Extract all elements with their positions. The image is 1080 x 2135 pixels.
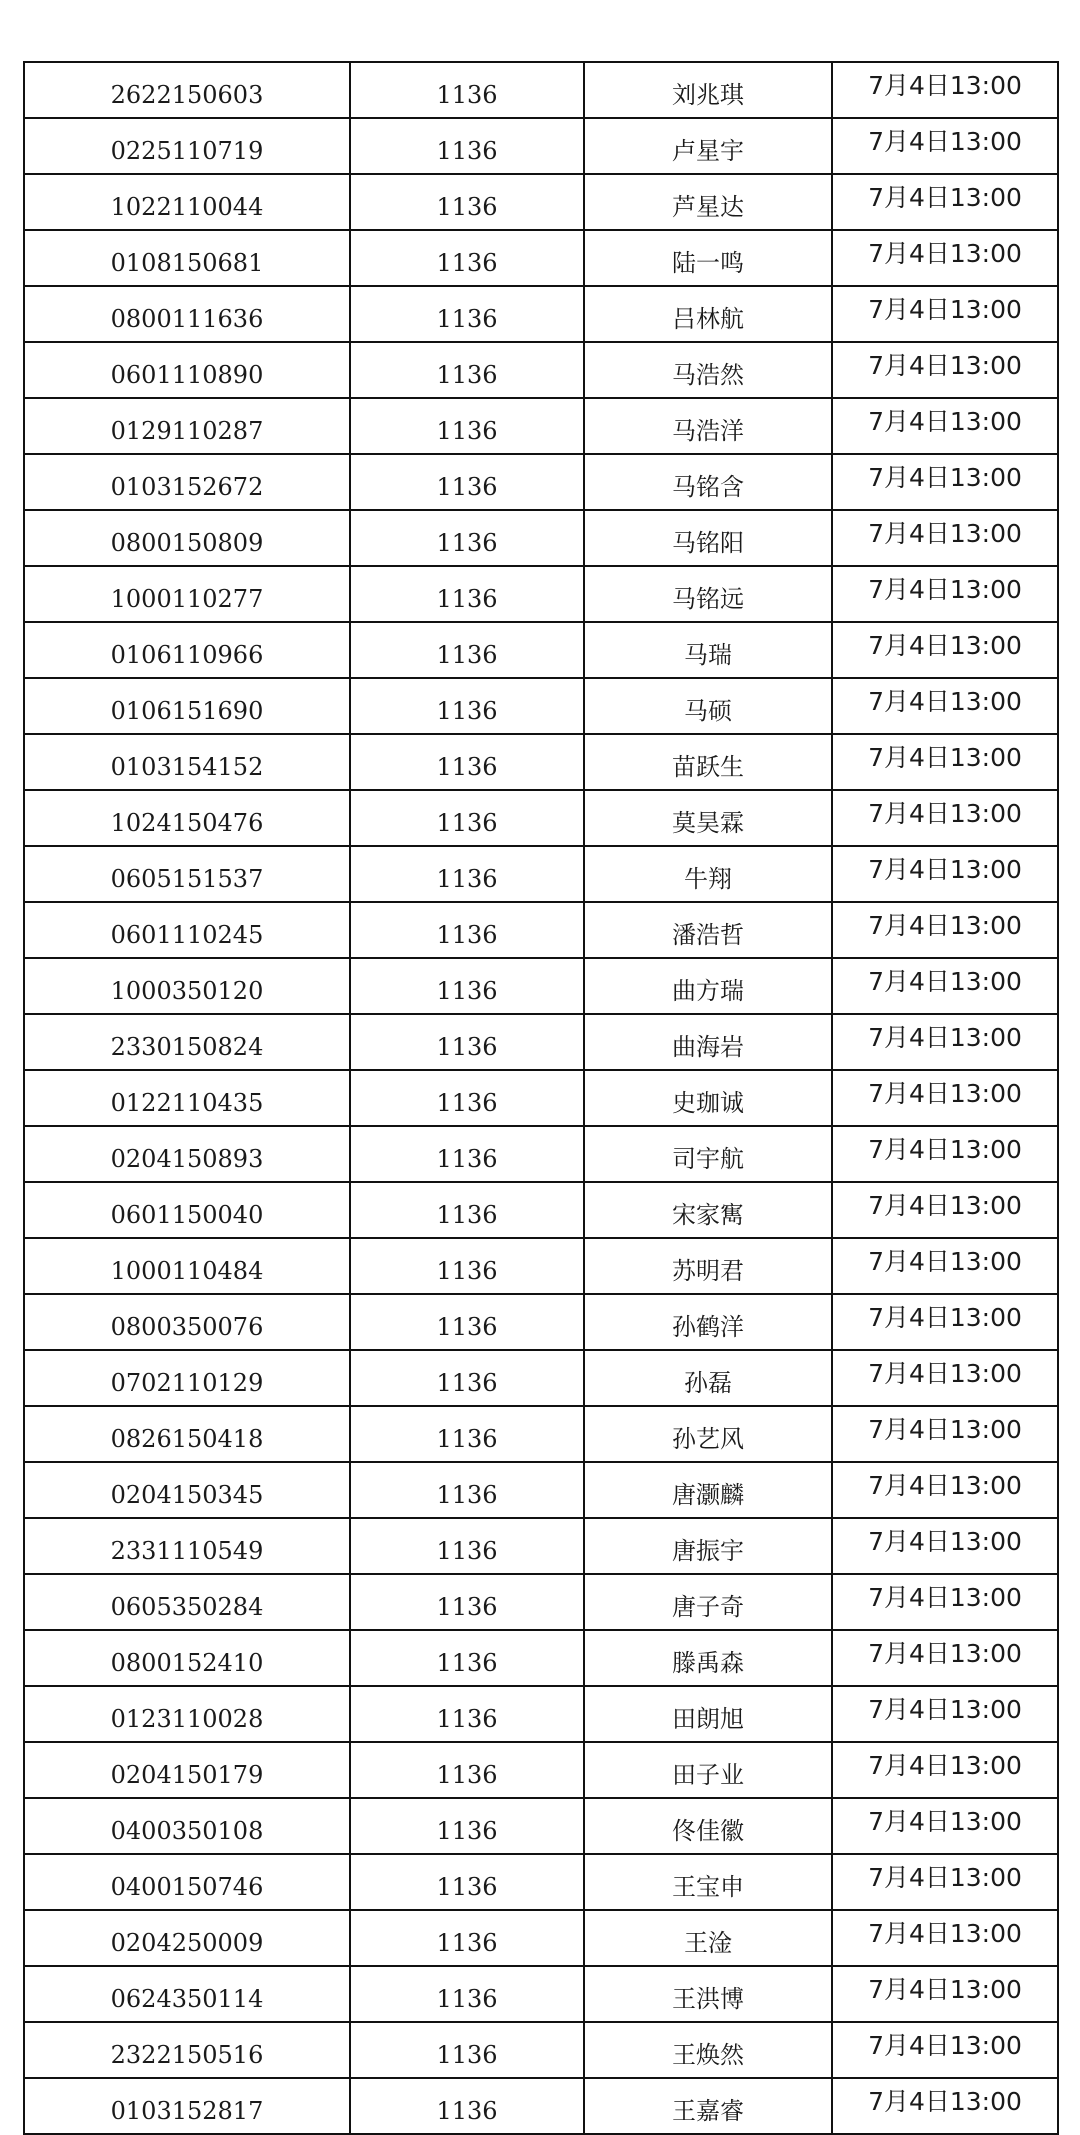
code-cell: 1136 [350,230,584,286]
student-name-cell: 王宝申 [584,1854,832,1910]
student-id-cell: 0826150418 [24,1406,350,1462]
student-name-cell: 孙磊 [584,1350,832,1406]
table-row [24,1406,1058,1462]
exam-time-cell: 7月4日13:00 [832,454,1058,510]
student-name-cell: 潘浩哲 [584,902,832,958]
table-row [24,1126,1058,1182]
code-cell: 1136 [350,1574,584,1630]
table-row [24,902,1058,958]
code-cell: 1136 [350,958,584,1014]
student-id-cell: 0601150040 [24,1182,350,1238]
code-cell: 1136 [350,1854,584,1910]
student-name-cell: 马铭含 [584,454,832,510]
table-row [24,1686,1058,1742]
code-cell: 1136 [350,790,584,846]
exam-time-cell: 7月4日13:00 [832,1070,1058,1126]
table-row [24,622,1058,678]
student-id-cell: 1024150476 [24,790,350,846]
exam-time-cell: 7月4日13:00 [832,62,1058,118]
student-id-cell: 0103152672 [24,454,350,510]
student-name-cell: 马铭远 [584,566,832,622]
table-row [24,566,1058,622]
table-row [24,1182,1058,1238]
code-cell: 1136 [350,1238,584,1294]
table-row [24,1966,1058,2022]
student-name-cell: 滕禹森 [584,1630,832,1686]
student-name-cell: 刘兆琪 [584,62,832,118]
student-name-cell: 卢星宇 [584,118,832,174]
exam-time-cell: 7月4日13:00 [832,1294,1058,1350]
exam-time-cell: 7月4日13:00 [832,1798,1058,1854]
student-id-cell: 1000350120 [24,958,350,1014]
student-name-cell: 田子业 [584,1742,832,1798]
student-id-cell: 0605151537 [24,846,350,902]
student-id-cell: 2322150516 [24,2022,350,2078]
student-id-cell: 2331110549 [24,1518,350,1574]
student-id-cell: 0108150681 [24,230,350,286]
exam-time-cell: 7月4日13:00 [832,2078,1058,2134]
exam-time-cell: 7月4日13:00 [832,286,1058,342]
code-cell: 1136 [350,734,584,790]
student-name-cell: 吕林航 [584,286,832,342]
student-name-cell: 曲海岩 [584,1014,832,1070]
student-name-cell: 芦星达 [584,174,832,230]
student-id-cell: 0225110719 [24,118,350,174]
student-name-cell: 苗跃生 [584,734,832,790]
student-id-cell: 0601110890 [24,342,350,398]
student-id-cell: 1000110277 [24,566,350,622]
exam-time-cell: 7月4日13:00 [832,1518,1058,1574]
student-id-cell: 0103154152 [24,734,350,790]
student-name-cell: 王洪博 [584,1966,832,2022]
table-row [24,958,1058,1014]
student-name-cell: 曲方瑞 [584,958,832,1014]
code-cell: 1136 [350,2078,584,2134]
student-name-cell: 马浩洋 [584,398,832,454]
exam-time-cell: 7月4日13:00 [832,1630,1058,1686]
code-cell: 1136 [350,62,584,118]
code-cell: 1136 [350,846,584,902]
table-row [24,1742,1058,1798]
exam-time-cell: 7月4日13:00 [832,1350,1058,1406]
exam-time-cell: 7月4日13:00 [832,510,1058,566]
exam-time-cell: 7月4日13:00 [832,2022,1058,2078]
student-id-cell: 0702110129 [24,1350,350,1406]
exam-time-cell: 7月4日13:00 [832,1238,1058,1294]
table-row [24,1854,1058,1910]
student-name-cell: 陆一鸣 [584,230,832,286]
roster-table-body [24,62,1058,2134]
table-row [24,790,1058,846]
code-cell: 1136 [350,174,584,230]
code-cell: 1136 [350,902,584,958]
exam-time-cell: 7月4日13:00 [832,342,1058,398]
code-cell: 1136 [350,510,584,566]
code-cell: 1136 [350,398,584,454]
exam-time-cell: 7月4日13:00 [832,1686,1058,1742]
table-row [24,1350,1058,1406]
student-id-cell: 0800152410 [24,1630,350,1686]
table-row [24,62,1058,118]
student-name-cell: 王嘉睿 [584,2078,832,2134]
code-cell: 1136 [350,1350,584,1406]
exam-time-cell: 7月4日13:00 [832,790,1058,846]
student-name-cell: 史珈诚 [584,1070,832,1126]
student-id-cell: 0400150746 [24,1854,350,1910]
code-cell: 1136 [350,1518,584,1574]
code-cell: 1136 [350,1910,584,1966]
code-cell: 1136 [350,454,584,510]
table-row [24,286,1058,342]
student-name-cell: 马浩然 [584,342,832,398]
student-id-cell: 0204250009 [24,1910,350,1966]
exam-time-cell: 7月4日13:00 [832,398,1058,454]
student-id-cell: 0103152817 [24,2078,350,2134]
exam-time-cell: 7月4日13:00 [832,1742,1058,1798]
table-row [24,1798,1058,1854]
table-row [24,510,1058,566]
table-row [24,454,1058,510]
student-id-cell: 0204150893 [24,1126,350,1182]
table-row [24,1294,1058,1350]
student-name-cell: 唐子奇 [584,1574,832,1630]
student-name-cell: 唐灏麟 [584,1462,832,1518]
exam-time-cell: 7月4日13:00 [832,1126,1058,1182]
student-name-cell: 唐振宇 [584,1518,832,1574]
table-row [24,398,1058,454]
exam-time-cell: 7月4日13:00 [832,1462,1058,1518]
table-row [24,734,1058,790]
exam-time-cell: 7月4日13:00 [832,622,1058,678]
student-id-cell: 1022110044 [24,174,350,230]
student-id-cell: 0800111636 [24,286,350,342]
student-name-cell: 司宇航 [584,1126,832,1182]
student-name-cell: 马瑞 [584,622,832,678]
student-id-cell: 0106110966 [24,622,350,678]
exam-time-cell: 7月4日13:00 [832,566,1058,622]
table-row [24,1910,1058,1966]
code-cell: 1136 [350,1686,584,1742]
exam-time-cell: 7月4日13:00 [832,1966,1058,2022]
table-row [24,1070,1058,1126]
student-id-cell: 0122110435 [24,1070,350,1126]
code-cell: 1136 [350,2022,584,2078]
table-row [24,174,1058,230]
table-row [24,2078,1058,2134]
exam-time-cell: 7月4日13:00 [832,902,1058,958]
code-cell: 1136 [350,1126,584,1182]
code-cell: 1136 [350,1294,584,1350]
student-id-cell: 0800150809 [24,510,350,566]
student-id-cell: 0129110287 [24,398,350,454]
student-id-cell: 0106151690 [24,678,350,734]
code-cell: 1136 [350,118,584,174]
code-cell: 1136 [350,1742,584,1798]
code-cell: 1136 [350,1014,584,1070]
student-name-cell: 牛翔 [584,846,832,902]
student-name-cell: 宋家寯 [584,1182,832,1238]
exam-time-cell: 7月4日13:00 [832,846,1058,902]
exam-time-cell: 7月4日13:00 [832,1406,1058,1462]
code-cell: 1136 [350,1966,584,2022]
table-row [24,118,1058,174]
student-id-cell: 0123110028 [24,1686,350,1742]
student-id-cell: 2622150603 [24,62,350,118]
code-cell: 1136 [350,342,584,398]
exam-time-cell: 7月4日13:00 [832,734,1058,790]
student-name-cell: 佟佳徽 [584,1798,832,1854]
exam-time-cell: 7月4日13:00 [832,1854,1058,1910]
code-cell: 1136 [350,622,584,678]
table-row [24,2022,1058,2078]
table-row [24,846,1058,902]
exam-time-cell: 7月4日13:00 [832,1574,1058,1630]
student-name-cell: 王淦 [584,1910,832,1966]
exam-time-cell: 7月4日13:00 [832,1182,1058,1238]
student-id-cell: 2330150824 [24,1014,350,1070]
table-row [24,1630,1058,1686]
table-row [24,1462,1058,1518]
student-id-cell: 0624350114 [24,1966,350,2022]
student-id-cell: 0204150345 [24,1462,350,1518]
student-name-cell: 孙鹤洋 [584,1294,832,1350]
student-name-cell: 苏明君 [584,1238,832,1294]
roster-table [23,61,1059,2135]
student-id-cell: 0605350284 [24,1574,350,1630]
student-name-cell: 田朗旭 [584,1686,832,1742]
code-cell: 1136 [350,1462,584,1518]
exam-time-cell: 7月4日13:00 [832,230,1058,286]
code-cell: 1136 [350,1070,584,1126]
student-id-cell: 0601110245 [24,902,350,958]
table-row [24,1238,1058,1294]
student-id-cell: 0204150179 [24,1742,350,1798]
table-row [24,230,1058,286]
code-cell: 1136 [350,1406,584,1462]
table-row [24,342,1058,398]
code-cell: 1136 [350,1182,584,1238]
table-row [24,1518,1058,1574]
code-cell: 1136 [350,1630,584,1686]
student-id-cell: 0800350076 [24,1294,350,1350]
student-id-cell: 1000110484 [24,1238,350,1294]
student-name-cell: 马铭阳 [584,510,832,566]
code-cell: 1136 [350,566,584,622]
exam-time-cell: 7月4日13:00 [832,118,1058,174]
table-row [24,1574,1058,1630]
student-name-cell: 孙艺风 [584,1406,832,1462]
exam-time-cell: 7月4日13:00 [832,1910,1058,1966]
table-row [24,1014,1058,1070]
exam-time-cell: 7月4日13:00 [832,678,1058,734]
student-name-cell: 王焕然 [584,2022,832,2078]
code-cell: 1136 [350,1798,584,1854]
exam-time-cell: 7月4日13:00 [832,958,1058,1014]
code-cell: 1136 [350,286,584,342]
table-row [24,678,1058,734]
student-name-cell: 马硕 [584,678,832,734]
exam-time-cell: 7月4日13:00 [832,174,1058,230]
code-cell: 1136 [350,678,584,734]
student-name-cell: 莫昊霖 [584,790,832,846]
exam-time-cell: 7月4日13:00 [832,1014,1058,1070]
student-id-cell: 0400350108 [24,1798,350,1854]
